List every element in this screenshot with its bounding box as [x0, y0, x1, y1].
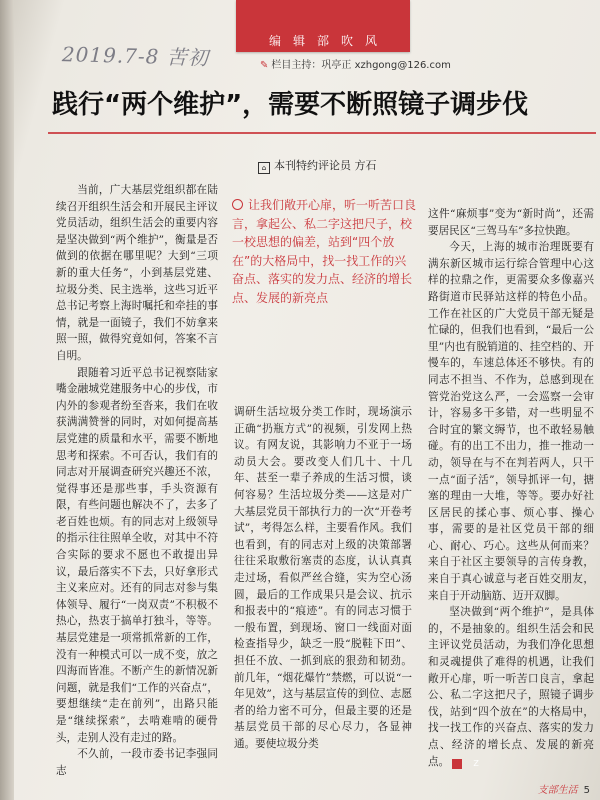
- host-text: 栏目主持：巩亭正 xzhgong@126.com: [271, 60, 451, 71]
- page-spine-shadow: [0, 0, 14, 800]
- page-footer: [538, 781, 590, 796]
- end-mark-icon: Z: [452, 759, 462, 769]
- title-divider: [48, 132, 596, 134]
- paragraph: 不久前，一段市委书记李强同志: [56, 748, 218, 777]
- article-column-3: [428, 206, 594, 770]
- paragraph: 调研生活垃圾分类工作时，现场演示正确“扔瓶方式”的视频，引发网上热议。有网友说，其影响力不亚于一场动员大会。要改变人们几十、十几年、甚至一辈子养成的生活习惯，谈何容易？生活垃圾分类——这是对广大基层党员干部执行力的一次“开卷考试”，考得怎么样，主要看作风。我们也看到，有的同志对上级的决策部署往往采取敷衍塞责的态度，认认真真走过场，看似严丝合缝，实为空心汤圆，最后的工作成果只是会议、抗示和报表中的“痕迹”。有的同志习惯于一般布置，到现场、窗口一线面对面检查指导少，缺乏一股“脱鞋下田”、担任不放、一抓到底的狠劲和韧劲。前几年，“烟花爆竹”禁燃，可以说“一年见效”，这与基层宣传的到位、志愿者的给力密不可分，但最主要的还是基层党员干部的尽心尽力，各显神通。要使垃圾分类: [234, 406, 412, 750]
- paragraph: 这件“麻烦事”变为“新时尚”，还需要居民区“三驾马车”多拉快跑。: [428, 208, 594, 237]
- column-name: 编辑部吹风: [268, 34, 389, 48]
- column-header-tab: [236, 0, 410, 52]
- paragraph: 今天，上海的城市治理既要有满东新区城市运行综合管理中心这样的拉鼎之作，更需要众多像嘉兴路街道市民驿站这样的特色小品。工作在社区的广大党员干部无疑是忙碌的，但我们也看到，“最后一公里”内也有脱销道的、挂空档的、开慢车的，车速总体还不够快。有的同志不担当、不作为，总感到现在管党治党这么严，一会巡察一会审计，容易多干多错，对一些明显不合时宜的繁文缛节，也不敢轻易触碰。有的出工不出力，推一推动一动，领导在与不在判若两人，只干一点“面子活”，领导抓评一句，搪塞的理由一大堆，等等。要办好社区居民的揉心事、烦心事、操心事，需要的是社区党员干部的细心、耐心、巧心。这些从何而来？来自于社区主要领导的言传身教，来自于真心诚意与老百姓交朋友，来自于开动脑筋、迈开双脚。: [428, 241, 594, 602]
- paragraph: 跟随着习近平总书记视察陆家嘴金融城党建服务中心的步伐，市内外的参观者纷至沓来，我们在收获满满赞誉的同时，对如何提高基层党建的质量和水平，需要不断地思考和探索。不可否认，我们有的同志对开展调查研究兴趣还不浓，觉得事还是那些事，手头资源有限，有些问题也解决不了，去多了老百姓也烦。有的同志对上级领导的指示往往照单全收，对其中不符合实际的要求不愿也不敢提出异议，最后落实不下去，只好拿形式主义来应对。还有的同志对参与集体领导、履行“一岗双责”不积极不热心，热衷于搞单打独斗，等等。基层党建是一项常抓常新的工作，没有一种模式可以一成不变，放之四海而皆准。不断产生的新情况新问题，就是我们“工作的兴奋点”，要想继续“走在前列”，出路只能是“继续探索”，去啃难啃的硬骨头，走别人没有走过的路。: [56, 366, 218, 744]
- paragraph-text: 坚决做到“两个维护”，是具体的，不是抽象的。组织生活会和民主评议党员活动，为我们净化思想和灵魂提供了难得的机遇，让我们敞开心扉，听一听苦口良言，拿起公、私二字这把尺子，照镜子调步伐，站到“四个放在”的大格局中，找一找工作的兴奋点、落实的发力点、经济的增长点、发展的新亮点。: [428, 606, 594, 768]
- author-icon: ⌂: [258, 162, 270, 174]
- article-column-2: [234, 404, 412, 752]
- pull-quote: [232, 196, 416, 307]
- handwritten-note: 2019.7-8 苦初: [61, 42, 210, 70]
- paragraph: 当前，广大基层党组织都在陆续召开组织生活会和开展民主评议党员活动，组织生活会的重要内容是坚决做到“两个维护”，衡量是否做到的依据在哪里呢？大到“三项新的重大任务”，小到基层党建、垃圾分类、民主选举，这些习近平总书记考察上海时嘱托和牵挂的事情，就是一面镜子，我们不妨拿来照一照，做得究竟如何，答案不言自明。: [56, 184, 218, 362]
- pen-icon: ✎: [260, 60, 269, 71]
- byline-text: 本刊特约评论员 方石: [274, 159, 377, 172]
- article-column-1: [56, 182, 218, 779]
- column-host-line: [260, 56, 451, 71]
- page-number: 5: [583, 785, 590, 796]
- article-title: 践行“两个维护”，需要不断照镜子调步伐: [52, 90, 529, 120]
- paragraph: [428, 604, 594, 770]
- circle-bullet-icon: [232, 199, 243, 210]
- article-byline: [258, 157, 377, 174]
- pull-quote-text: 让我们敞开心扉，听一听苦口良言，拿起公、私二字这把尺子，校一校思想的偏差，站到“四个放在”的大格局中，找一找工作的兴奋点、落实的发力点、经济的增长点、发展的新亮点: [232, 198, 417, 305]
- magazine-name: 支部生活: [537, 785, 578, 796]
